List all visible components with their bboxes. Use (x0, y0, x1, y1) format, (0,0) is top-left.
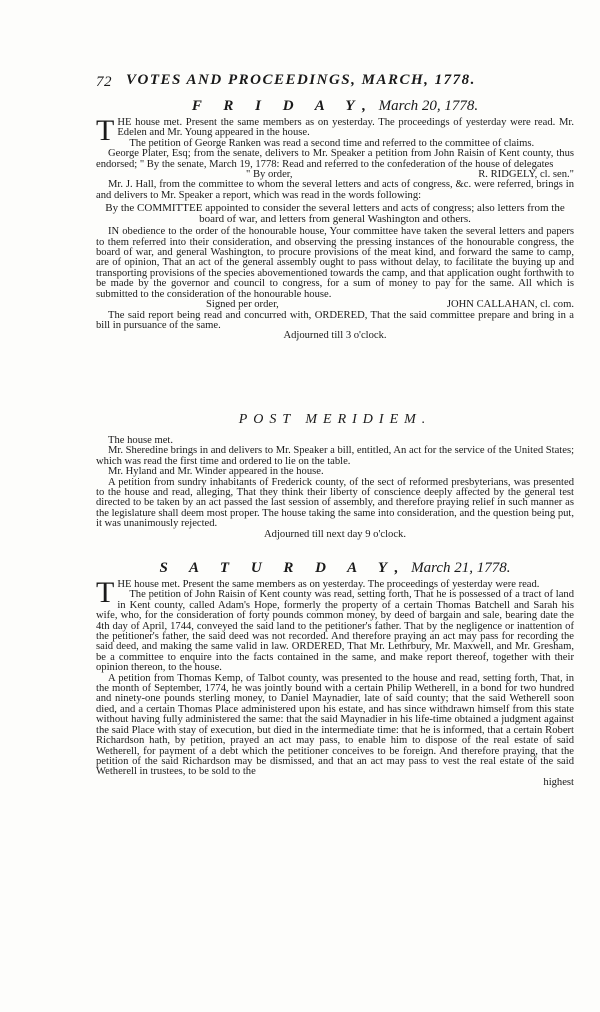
saturday-section (96, 560, 574, 788)
paragraph: HE house met. Present the same members as on yesterday. The proceedings of yesterday were read. (117, 579, 540, 590)
day-date: March 21, 1778. (411, 560, 511, 576)
paragraph: George Plater, Esq; from the senate, delivers to Mr. Speaker a petition from John Raisin of Kent county, thus endorsed; " By the senate, March 19, 1778: Read and referred to the confederation of the house of delegates (96, 148, 574, 170)
paragraph: Mr. Sheredine brings in and delivers to Mr. Speaker a bill, entitled, An act for the service of the United States; which was read the first time and ordered to lie on the table. (96, 445, 575, 467)
committee-heading: By the COMMITTEE appointed to consider the several letters and acts of congress; also letters from the board of war, and letters from general Washington and others. (105, 202, 565, 226)
day-name: S A T U R D A Y, (159, 560, 408, 576)
paragraph: The petition of John Raisin of Kent county was read, setting forth, That he is possessed of a tract of land in Kent county, called Adam's Hope, formerly the property of a certain Thomas Batchell and Sarah his wife, who, for the consideration of forty pounds common money, by deed of bargain and sale, bearing date the 4th day of April, 1744, conveyed the said land to the petitioner's father. That by the negligence or inattention of the petitioner's father, the said deed was not recorded. And therefore praying an act may pass for recording the said deed, and making the same valid in law. ORDERED, That Mr. Lethrbury, Mr. Maxwell, and Mr. Gresham, be a committee to enquire into the facts contained in the same, and make report thereof, together with their opinion thereon, to the house. (96, 589, 574, 674)
catchword: highest (543, 776, 574, 788)
day-date: March 20, 1778. (378, 98, 479, 114)
page-number: 72 (96, 74, 112, 90)
drop-cap: T (96, 576, 115, 609)
by-order: " By order, (246, 169, 293, 181)
paragraph: The house met. (108, 435, 174, 446)
friday-section (96, 98, 574, 342)
running-header (96, 72, 574, 94)
running-title: VOTES AND PROCEEDINGS, MARCH, 1778. (126, 72, 476, 88)
signed-per-order: Signed per order, (206, 299, 279, 311)
paragraph: A petition from sundry inhabitants of Frederick county, of the sect of reformed presbyterians, was presented to the house and read, alleging, That they think their liberty of conscience deeply affected by the general test directed to be taken by an act passed the last session of assembly, and therefore praying relief in such manner as the legislature shall deem most proper. The house taking the same into consideration, and the question being put, it was unanimously rejected. (96, 476, 574, 530)
adjourned-note: Adjourned till next day 9 o'clock. (264, 528, 406, 540)
paragraph: IN obedience to the order of the honourable house, Your committee have taken the several letters and papers to them referred into their consideration, and observing the pressing instances of the honourable congress, the board of war, and general Washington, to procure provisions of the meat kind, and forward the same to camp, are of opinion, That an act of the general assembly ought to pass without delay, to facilitate the buying up and transporting provisions of the species abovementioned towards the camp, and that application ought forthwith to be made by the governor and council to congress, for a sum of money to pay for the same. All which is submitted to the consideration of the honourable house. (96, 226, 574, 300)
paragraph: HE house met. Present the same members as on yesterday. The proceedings of yesterday were read. Mr. Edelen and Mr. Young appeared in the house. (117, 117, 574, 139)
signer: JOHN CALLAHAN, cl. com. (446, 299, 574, 311)
paragraph: The petition of George Ranken was read a second time and referred to the committee of claims. (129, 137, 535, 149)
post-meridiem-section (96, 412, 574, 540)
saturday-heading (96, 560, 574, 577)
paragraph: A petition from Thomas Kemp, of Talbot county, was presented to the house and read, setting forth, That, in the month of September, 1774, he was jointly bound with a certain Philip Wetherell, in a bond for two hundred and ninety-one pounds sterling money, to Daniel Maynadier, late of said county; that the said Wetherell soon died, and a certain Thomas Place administered upon his estate, and has since withdrawn himself from this state without having fully administered the same: that the said Maynadier in his life-time obtained a judgment against the said Place with stay of execution, but died in the intermediate time: that he is informed, that a certain Robert Richardson hath, by petition, prayed an act may pass, to enable him to dispose of the real estate of said Wetherell, for payment of a debt which the petitioner conceives to be foreign. And therefore praying, that the petition of the said Richardson may be dismissed, and that an act may pass to vest the real estate of the said Wetherell in trustees, to be sold to the (96, 672, 574, 778)
friday-heading (96, 98, 574, 115)
signer: R. RIDGELY, cl. sen." (478, 169, 574, 181)
adjourned-note: Adjourned till 3 o'clock. (283, 330, 387, 342)
post-meridiem-heading: POST MERIDIEM. (238, 412, 432, 427)
drop-cap: T (96, 114, 115, 147)
day-name: F R I D A Y, (191, 98, 375, 114)
paragraph: The said report being read and concurred with, ORDERED, That the said committee prepare and bring in a bill in pursuance of the same. (96, 309, 574, 331)
paragraph: Mr. Hyland and Mr. Winder appeared in the house. (108, 466, 324, 478)
paragraph: Mr. J. Hall, from the committee to whom the several letters and acts of congress, &c. were referred, brings in and delivers to Mr. Speaker a report, which was read in the words following: (96, 179, 574, 201)
